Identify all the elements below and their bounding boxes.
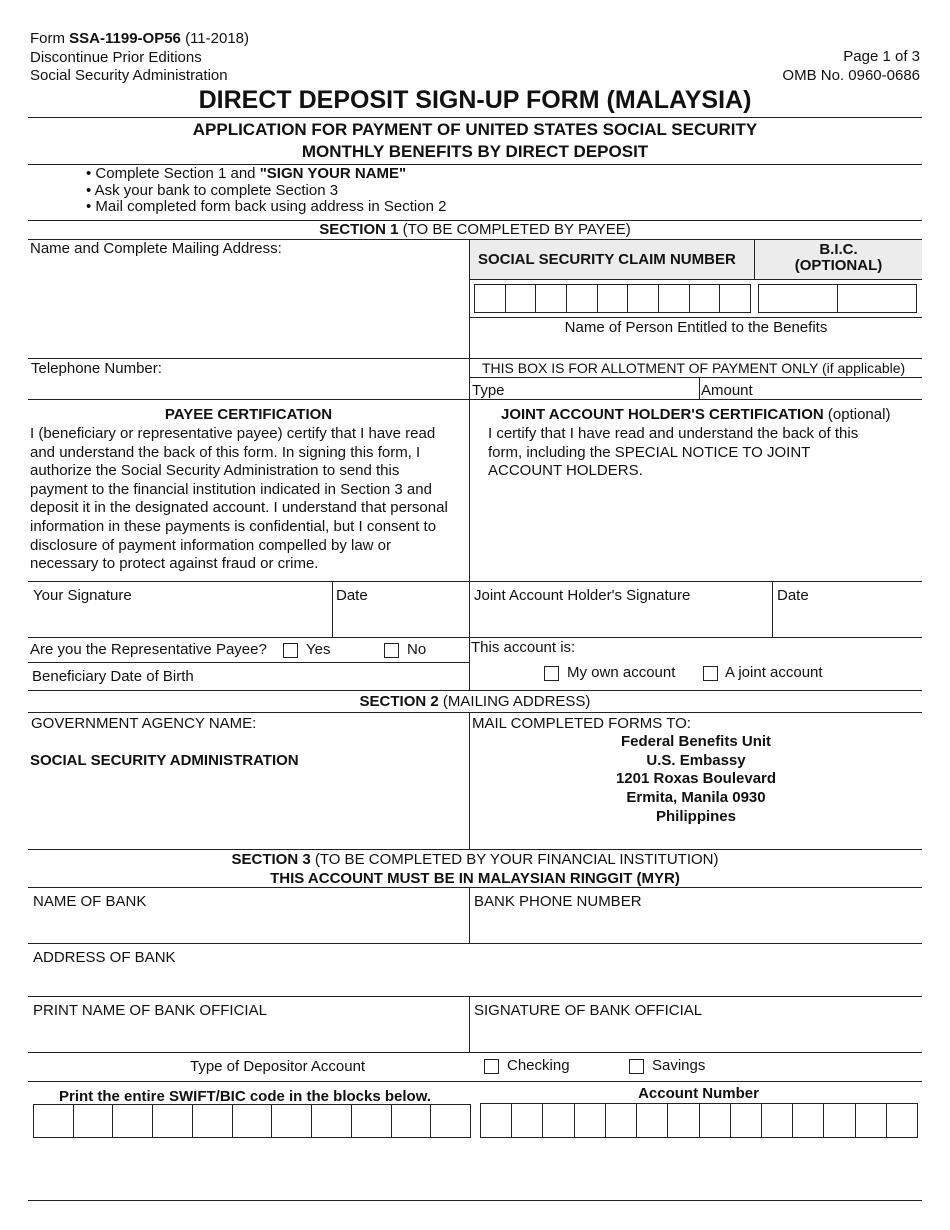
mail-address-line: Federal Benefits Unit bbox=[620, 733, 772, 750]
joint-cert-line: I certify that I have read and understand the back of this bbox=[488, 425, 859, 442]
instruction-3: • Mail completed form back using address in Section 2 bbox=[86, 198, 447, 215]
swift-instruction: Print the entire SWIFT/BIC code in the blocks below. bbox=[59, 1088, 431, 1105]
form-header-right bbox=[782, 48, 920, 85]
bank-name-field[interactable] bbox=[30, 911, 466, 941]
mail-address bbox=[470, 733, 922, 827]
rep-payee-yes-checkbox[interactable] bbox=[283, 643, 298, 658]
page-number: Page 1 of 3 bbox=[843, 48, 920, 65]
rep-payee-yes-label: Yes bbox=[306, 641, 331, 658]
instruction-2: • Ask your bank to complete Section 3 bbox=[86, 181, 339, 199]
form-number: Form SSA-1199-OP56 (11-2018) bbox=[30, 30, 250, 47]
section3-header: SECTION 3 (TO BE COMPLETED BY YOUR FINANCIAL INSTITUTION) bbox=[231, 851, 719, 868]
gov-agency-name: SOCIAL SECURITY ADMINISTRATION bbox=[30, 752, 299, 769]
section1-header: SECTION 1 (TO BE COMPLETED BY PAYEE) bbox=[319, 221, 631, 238]
telephone-label: Telephone Number: bbox=[31, 360, 162, 377]
your-signature-field[interactable] bbox=[30, 605, 330, 635]
bic-label: B.I.C. (OPTIONAL) bbox=[794, 241, 883, 274]
joint-signature-field[interactable] bbox=[472, 605, 770, 635]
payee-cert-line: disclosure of payment information compelled by law or bbox=[30, 536, 392, 554]
payee-cert-line: information in these payments is confidential, but I consent to bbox=[30, 517, 437, 535]
mail-address-line: 1201 Roxas Boulevard bbox=[615, 770, 777, 788]
swift-input-blocks[interactable] bbox=[33, 1104, 471, 1138]
your-signature-label: Your Signature bbox=[33, 587, 132, 604]
bank-phone-field[interactable] bbox=[472, 911, 920, 941]
savings-checkbox[interactable] bbox=[629, 1059, 644, 1074]
joint-cert-title: JOINT ACCOUNT HOLDER'S CERTIFICATION (optional) bbox=[501, 406, 891, 423]
official-name-label: PRINT NAME OF BANK OFFICIAL bbox=[33, 1002, 267, 1019]
type-label: Type bbox=[472, 382, 505, 399]
agency-name: Social Security Administration bbox=[30, 67, 228, 84]
gov-agency-label: GOVERNMENT AGENCY NAME: bbox=[31, 715, 257, 732]
form-title: DIRECT DEPOSIT SIGN-UP FORM (MALAYSIA) bbox=[198, 86, 752, 114]
currency-note: THIS ACCOUNT MUST BE IN MALAYSIAN RINGGIT (MYR) bbox=[270, 870, 680, 887]
checking-checkbox[interactable] bbox=[484, 1059, 499, 1074]
name-address-label: Name and Complete Mailing Address: bbox=[30, 240, 282, 257]
discontinue-note: Discontinue Prior Editions bbox=[30, 48, 202, 66]
payee-cert-line: deposit it in the designated account. I understand that personal bbox=[30, 499, 448, 517]
payee-cert-line: I (beneficiary or representative payee) certify that I have read bbox=[30, 425, 436, 442]
payee-cert-line: and understand the back of this form. In signing this form, I bbox=[30, 443, 421, 461]
section2-header: SECTION 2 (MAILING ADDRESS) bbox=[359, 693, 591, 710]
allotment-label: THIS BOX IS FOR ALLOTMENT OF PAYMENT ONLY (if applicable) bbox=[482, 360, 906, 376]
checking-label: Checking bbox=[507, 1057, 570, 1074]
bic-input-blocks[interactable] bbox=[758, 284, 917, 313]
official-signature-field[interactable] bbox=[472, 1020, 920, 1050]
mail-to-label: MAIL COMPLETED FORMS TO: bbox=[472, 715, 691, 732]
payee-cert-line: payment to the financial institution indicated in Section 3 and bbox=[30, 480, 432, 498]
entitled-name-label: Name of Person Entitled to the Benefits bbox=[564, 319, 828, 336]
official-signature-label: SIGNATURE OF BANK OFFICIAL bbox=[474, 1002, 703, 1019]
rep-payee-no-label: No bbox=[407, 641, 427, 658]
joint-cert-line: ACCOUNT HOLDERS. bbox=[488, 462, 643, 480]
bank-name-label: NAME OF BANK bbox=[33, 893, 147, 910]
form-header-left bbox=[30, 30, 249, 86]
rep-payee-no-checkbox[interactable] bbox=[384, 643, 399, 658]
dob-field[interactable] bbox=[280, 664, 466, 688]
joint-cert-text bbox=[488, 425, 918, 481]
name-address-field[interactable] bbox=[30, 258, 466, 356]
date-field[interactable] bbox=[334, 605, 466, 635]
amount-label: Amount bbox=[701, 382, 753, 399]
omb-number: OMB No. 0960-0686 bbox=[782, 66, 920, 84]
payee-cert-line: necessary to protect against fraud or crime. bbox=[30, 555, 319, 573]
instruction-1: • Complete Section 1 and "SIGN YOUR NAME" bbox=[86, 165, 407, 182]
rep-payee-question: Are you the Representative Payee? bbox=[30, 641, 267, 658]
joint-date-label: Date bbox=[777, 587, 809, 604]
account-number-label: Account Number bbox=[638, 1085, 759, 1102]
mail-address-line: Philippines bbox=[655, 807, 736, 825]
savings-label: Savings bbox=[652, 1057, 706, 1074]
own-account-checkbox[interactable] bbox=[544, 666, 559, 681]
date-label: Date bbox=[336, 587, 368, 604]
ssn-input-blocks[interactable] bbox=[474, 284, 751, 313]
payee-cert-text bbox=[30, 425, 468, 574]
bank-address-label: ADDRESS OF BANK bbox=[33, 949, 176, 966]
joint-signature-label: Joint Account Holder's Signature bbox=[474, 587, 691, 604]
instructions-list bbox=[86, 166, 446, 216]
joint-account-checkbox[interactable] bbox=[703, 666, 718, 681]
payee-cert-line: authorize the Social Security Administration to send this bbox=[30, 462, 400, 480]
account-number-blocks[interactable] bbox=[480, 1103, 918, 1138]
form-subtitle: APPLICATION FOR PAYMENT OF UNITED STATES SOCIAL SECURITY MONTHLY BENEFITS BY DIRECT DEPOSIT bbox=[192, 120, 758, 161]
bank-phone-label: BANK PHONE NUMBER bbox=[474, 893, 642, 910]
official-name-field[interactable] bbox=[30, 1020, 466, 1050]
joint-cert-line: form, including the SPECIAL NOTICE TO JOINT bbox=[488, 443, 811, 461]
bank-address-field[interactable] bbox=[30, 967, 920, 994]
payee-cert-title: PAYEE CERTIFICATION bbox=[164, 406, 333, 423]
mail-address-line: U.S. Embassy bbox=[646, 751, 746, 769]
own-account-label: My own account bbox=[567, 664, 676, 681]
account-is-label: This account is: bbox=[471, 639, 576, 656]
mail-address-line: Ermita, Manila 0930 bbox=[626, 789, 766, 807]
ssn-label: SOCIAL SECURITY CLAIM NUMBER bbox=[478, 251, 736, 268]
dob-label: Beneficiary Date of Birth bbox=[32, 668, 194, 685]
depositor-type-label: Type of Depositor Account bbox=[190, 1058, 366, 1075]
joint-date-field[interactable] bbox=[775, 605, 920, 635]
joint-account-label: A joint account bbox=[725, 664, 823, 681]
